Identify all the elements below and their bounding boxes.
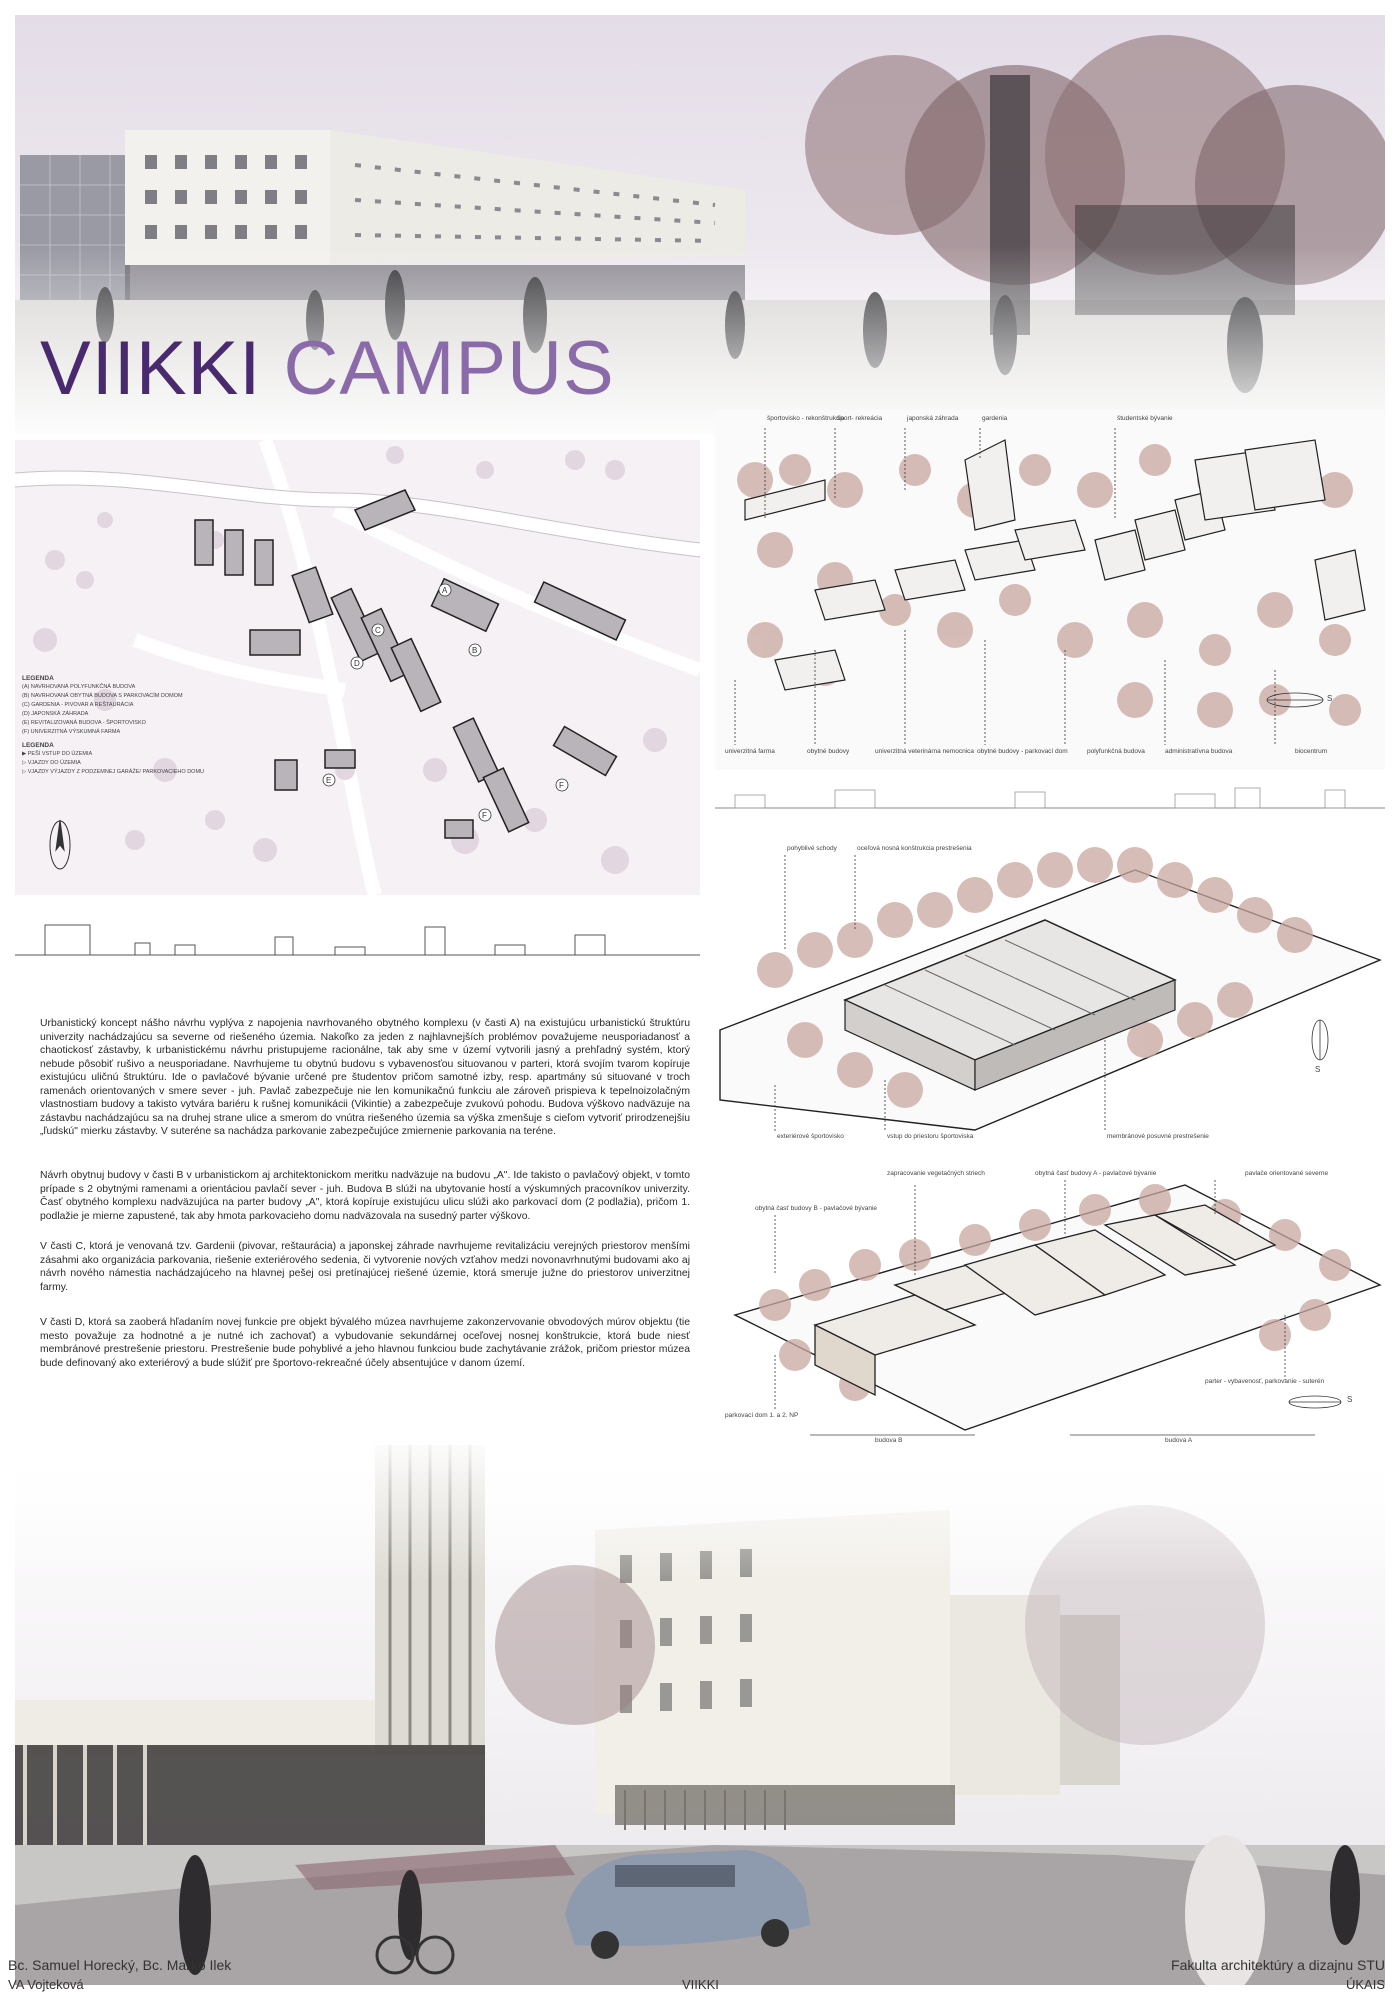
- plan-marker-e: E: [326, 776, 332, 785]
- iso1-label-bottom-1: univerzitná farma: [725, 748, 775, 755]
- page-title: [40, 325, 615, 412]
- iso3-north: S: [1347, 1395, 1353, 1404]
- plan-marker-f1: F: [559, 781, 564, 790]
- site-axonometry: [715, 410, 1385, 770]
- iso1-label-bottom-7: biocentrum: [1295, 748, 1328, 755]
- iso2-north: S: [1315, 1065, 1321, 1074]
- department: ÚKAIS: [1345, 1977, 1385, 1992]
- iso1-label-top-2: šport- rekreácia: [837, 415, 883, 422]
- legend-item-b: (B) NAVRHOVANÁ OBYTNÁ BUDOVA S PARKOVACÍM DOMOM: [22, 693, 183, 699]
- paragraph-2: Návrh obytnuj budovy v časti B v urbanistickom aj architektonickom meritku nadväzuje na budovu „A". Ide takisto o pavlačový objekt, v tomto prípade s 2 obytnými ramenami a orientáciou pavlačí sever - juh. Budova B slúži na ubytovanie hostí a výskumných pracovníkov univerzity. Časť obytného komplexu nadväzujúca na parter budovy „A", ktorá kopíruje existujúcu ulicu slúži ako parkovací dom (2 podlažia), pričom 1. podlažie je mierne zapustené, tak aby hmota parkovacieho domu nadväzovala na susedný parter výškovo.: [40, 1170, 690, 1222]
- iso1-label-bottom-3: univerzitná veterinárna nemocnica: [875, 748, 974, 755]
- iso1-label-top-1: športovisko - rekonštrukcia: [767, 415, 845, 422]
- iso1-north: S: [1327, 694, 1333, 703]
- legend-vehicle-entry: ▷ VJAZDY DO ÚZEMIA: [22, 760, 81, 766]
- paragraph-4: V časti D, ktorá sa zaoberá hľadaním novej funkcie pre objekt bývalého múzea navrhujeme zakonzervovanie obvodových múrov objektu (tie mesto považuje za hodnotné a je nutné ich zachovať) a vybudovanie sekundárnej oceľovej nosnej konštrukcie, ktorá bude niesť membránové prestrešenie priestoru. Prestrešenie bude pohyblivé a jeho hlavnou funkciou bude zachytávanie zrážok, pričom priestor múzea bude definovaný ako exteriérový a bude slúžiť pre športovo-rekreačné účely absentujúce v danom území.: [40, 1317, 690, 1369]
- iso1-label-top-5: študentské bývanie: [1117, 415, 1173, 422]
- street-render: [15, 1445, 1385, 1985]
- title-part-2: CAMPUS: [283, 326, 615, 411]
- iso1-label-bottom-2: obytné budovy: [807, 748, 850, 755]
- plan-marker-c: C: [375, 626, 381, 635]
- iso3-label-building-a: budova A: [1165, 1437, 1193, 1444]
- legend-item-a: (A) NAVRHOVANÁ POLYFUNKČNÁ BUDOVA: [22, 684, 136, 690]
- iso1-label-bottom-5: polyfunkčná budova: [1087, 748, 1145, 755]
- title-part-1: VIIKKI: [40, 326, 262, 411]
- iso1-label-bottom-4: obytné budovy - parkovací dom: [977, 748, 1068, 755]
- iso1-label-top-3: japonská záhrada: [907, 415, 959, 422]
- triangle-outline-icon: ▷: [22, 760, 27, 766]
- legend-garage-entry: ▷ VJAZDY VÝJAZDY Z PODZEMNEJ GARÁŽE/ PARKOVACIEHO DOMU: [22, 769, 204, 775]
- iso3-label-side-1: parter - vybavenosť, parkovanie - suterén: [1205, 1378, 1325, 1385]
- authors: Bc. Samuel Horecký, Bc. Marko Ilek: [8, 1957, 232, 1973]
- plan-marker-b: B: [472, 646, 478, 655]
- iso2-label-top-2: oceľová nosná konštrukcia prestrešenia: [857, 845, 972, 852]
- plan-legend: [22, 670, 222, 777]
- legend-heading-2: LEGENDA: [22, 742, 54, 749]
- sports-axonometry: [715, 840, 1385, 1150]
- paragraph-1: Urbanistický koncept nášho návrhu vyplýva z napojenia navrhovaného obytného komplexu (v časti A) na existujúcu urbanistickú štruktúru univerzity nachádzajúcu sa severne od riešeného územia. Nakoľko za jeden z najhlavnejších problémov považujeme neusporiadanosť a chaotickosť zástavby, k urbanistickému návrhu pristupujeme racionálne, tak aby sme v území vytvorili jasný a prehľadný systém, ktorý nebude pôsobiť rušivo a neusporiadane. Navrhujeme tu obytnú budovu s vybavenosťou situovanou v parteri, ktorá svojím tvarom kopíruje existujúcu uličnú štruktúru. Ide o pavlačové bývanie určené pre študentov pričom samotné izby, resp. apartmány sú situované v troch ramenách orientovaných v smere sever - juh. Pavlač zabezpečuje nie len komunikačnú funkciu ale zároveň prispieva k tepelnoizolačným vlastnostiam budovy a takisto vytvára bariéru k rušnej komunikácii (Vikintie) a zabezpečuje zvukovú pohodu. Budova výškovo nadväzuje na zástavbu nachádzajúcu sa na druhej strane ulice a smerom do vnútra riešeného územia sa výška zmenšuje s cieľom vytvoriť prirodzenejšiu „ľudskú" mierku zástavby. V suteréne sa nachádza parkovanie zabezpečujúce zmiernenie parkovania na teréne.: [40, 1018, 690, 1137]
- legend-item-d: (D) JAPONSKÁ ZÁHRADA: [22, 711, 89, 717]
- iso2-label-bottom-2: vstup do priestoru športoviska: [887, 1133, 974, 1140]
- plan-marker-a: A: [442, 586, 448, 595]
- iso1-label-top-4: gardenia: [982, 415, 1008, 422]
- housing-axonometry: [715, 1165, 1385, 1465]
- street-section-2: [715, 770, 1385, 815]
- iso2-label-bottom-1: exteriérové športovisko: [777, 1133, 844, 1140]
- iso3-label-building-b: budova B: [875, 1437, 903, 1444]
- triangle-outline-icon: ▷: [22, 769, 27, 775]
- plan-marker-f2: F: [482, 811, 487, 820]
- iso3-label-top-3: pavlače orientované severne: [1245, 1170, 1329, 1177]
- supervisor: VA Vojteková: [8, 1977, 84, 1992]
- legend-pedestrian-entry: ▶ PEŠÍ VSTUP DO ÚZEMIA: [22, 751, 93, 757]
- legend-item-c: (C) GARDENIA - PIVOVAR A REŠTAURÁCIA: [22, 702, 134, 708]
- iso3-label-top-2: obytná časť budovy A - pavlačové bývanie: [1035, 1170, 1157, 1177]
- footer-center-title: VIIKKI: [682, 1977, 719, 1992]
- faculty: Fakulta architektúry a dizajnu STU: [1171, 1957, 1385, 1973]
- iso3-label-side-2: parkovací dom 1. a 2. NP: [725, 1412, 799, 1419]
- iso3-label-top-4: obytná časť budovy B - pavlačové bývanie: [755, 1205, 878, 1212]
- triangle-filled-icon: ▶: [22, 751, 27, 757]
- street-section-1: [15, 905, 700, 965]
- iso3-label-top-1: zapracovanie vegetačných striech: [887, 1170, 985, 1177]
- paragraph-3: V časti C, ktorá je venovaná tzv. Gardenii (pivovar, reštaurácia) a japonskej záhrade navrhujeme revitalizáciu verejných priestorov menšími zásahmi ako organizácia parkovania, riešenie exteriérového sedenia, či vytvorenie nových vzťahov medzi novonavrhnutými budovami ako aj návrh nového námestia nachádzajúceho na hlavnej pešej osi pretínajúcej riešené územie, ktorá smeruje južne do priestorov univerzitnej farmy.: [40, 1241, 690, 1293]
- iso2-label-top-1: pohyblivé schody: [787, 845, 837, 852]
- legend-item-e: (E) REVITALIZOVANÁ BUDOVA - ŠPORTOVISKO: [22, 720, 146, 726]
- legend-item-f: (F) UNIVERZITNÁ VÝSKUMNÁ FARMA: [22, 729, 121, 735]
- iso1-label-bottom-6: administratívna budova: [1165, 748, 1233, 755]
- iso2-label-bottom-3: membránové posuvné prestrešenie: [1107, 1133, 1209, 1140]
- legend-heading-1: LEGENDA: [22, 675, 54, 682]
- site-plan: [15, 440, 700, 895]
- plan-marker-d: D: [354, 659, 360, 668]
